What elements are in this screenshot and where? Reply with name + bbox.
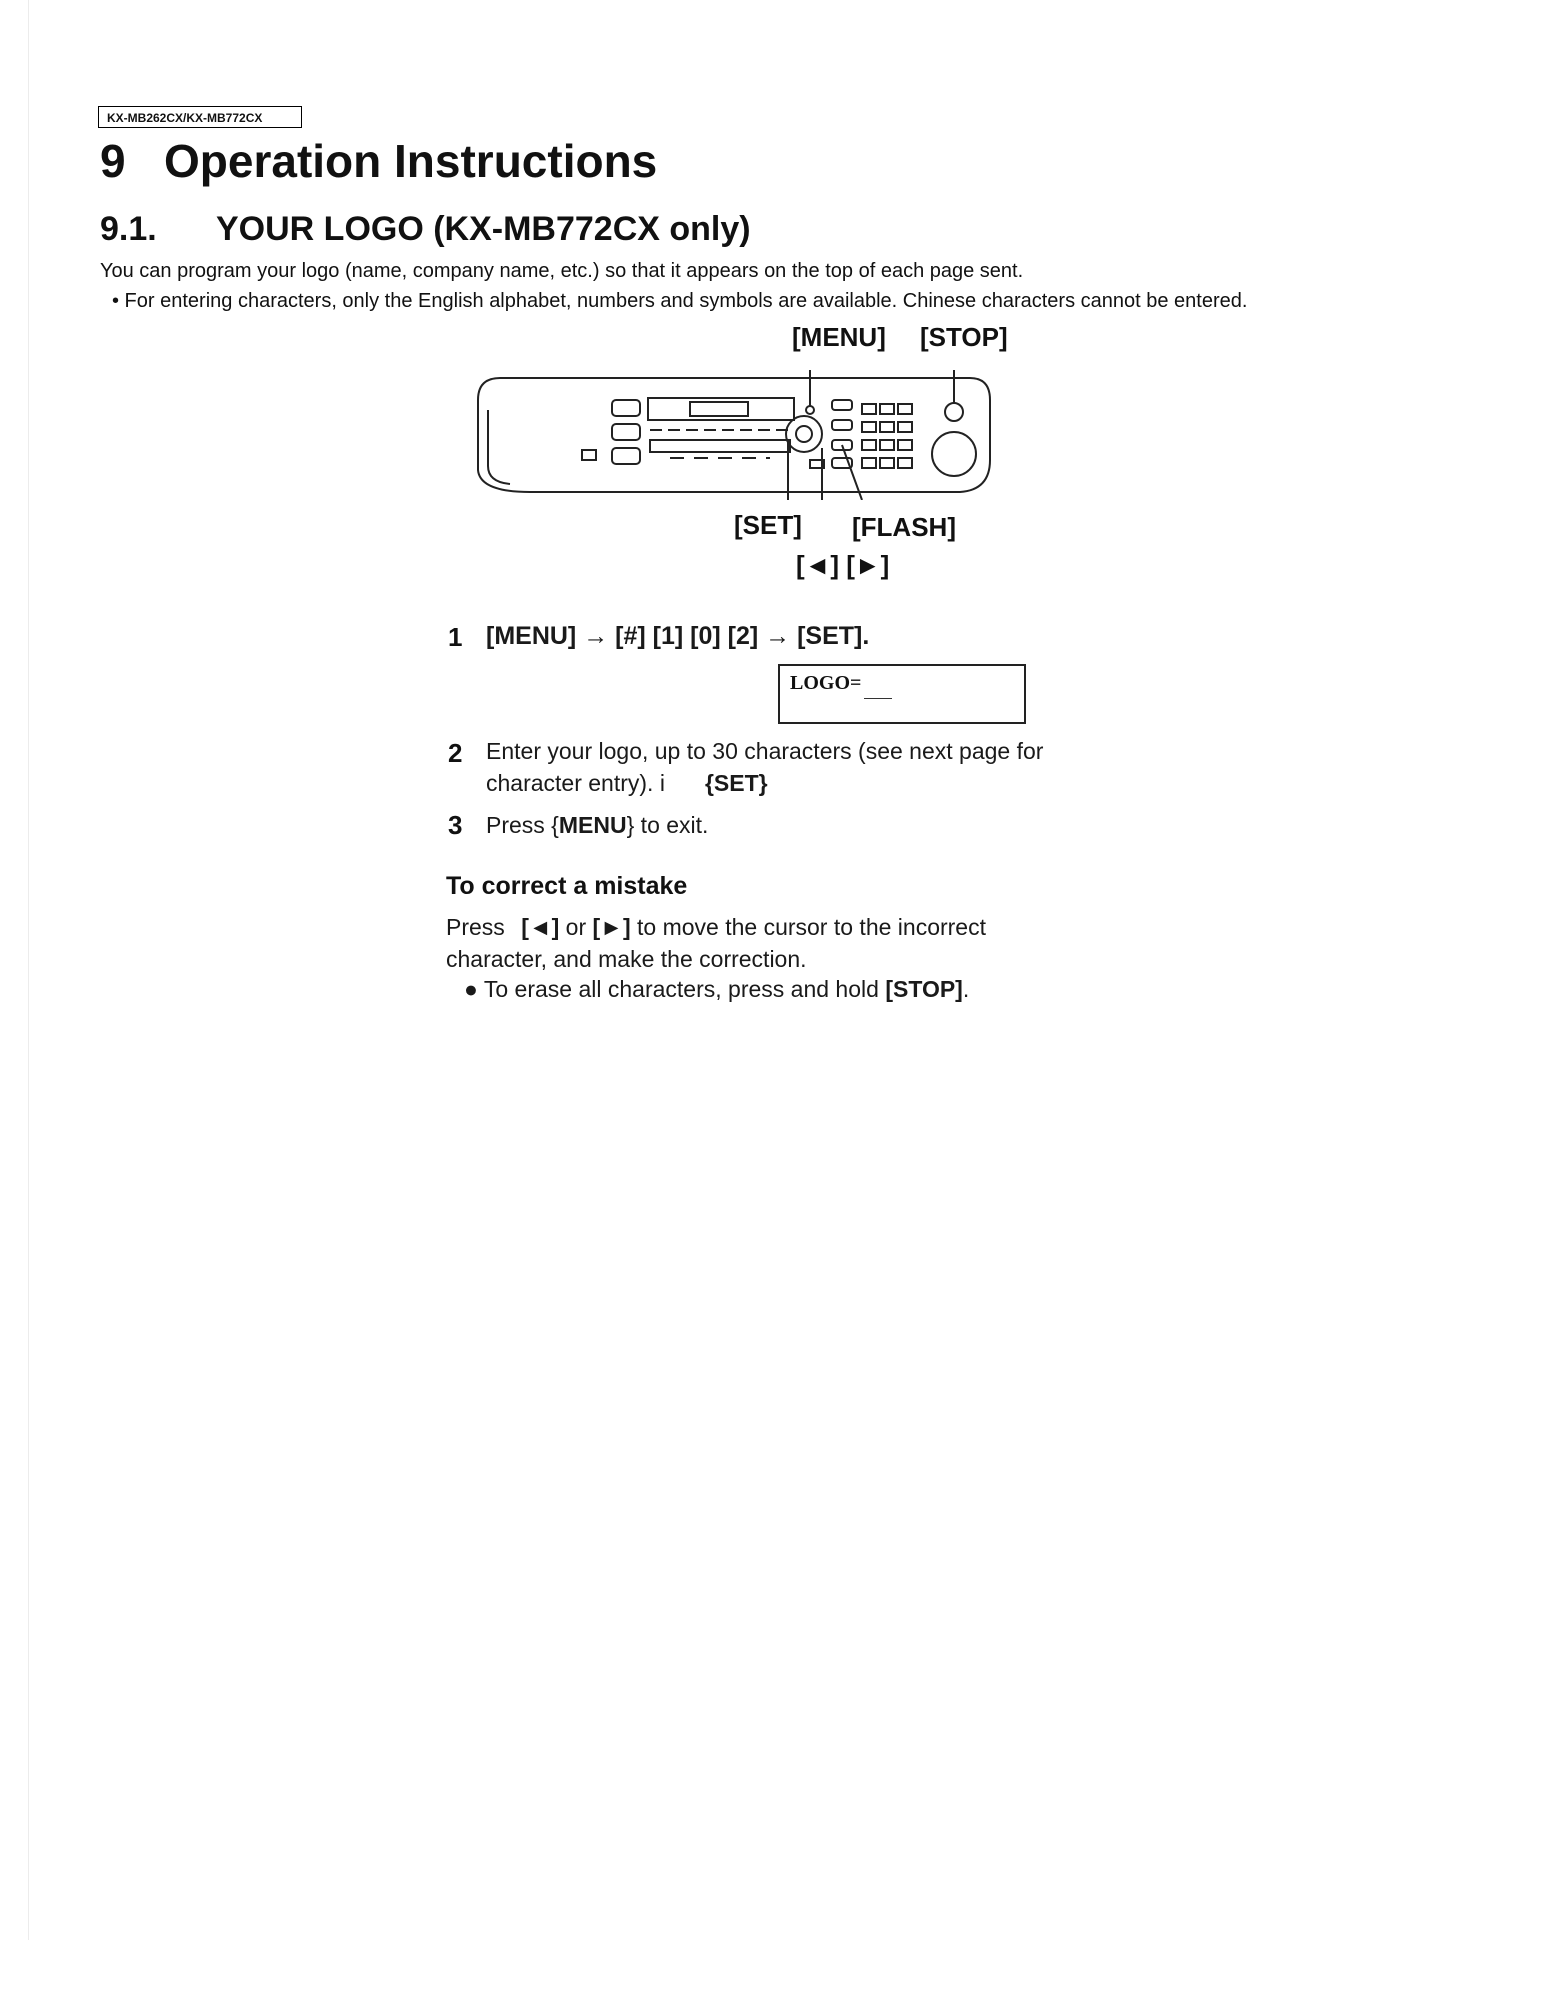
- step-3-text: [486, 812, 708, 839]
- chapter-heading: [100, 134, 657, 188]
- step-2-number: 2: [448, 738, 463, 768]
- stop-key-ref: [STOP]: [885, 976, 963, 1002]
- step-1-text: [MENU] → [#] [1] [0] [2] → [SET].: [486, 622, 870, 650]
- stop-key-label: [STOP]: [920, 322, 1008, 352]
- chapter-number: 9: [100, 135, 126, 187]
- right-arrow-key-ref: [►]: [592, 914, 631, 940]
- lcd-text: LOGO=: [790, 672, 862, 694]
- step-3-post: } to exit.: [626, 812, 709, 838]
- correct-line1: [446, 914, 986, 941]
- menu-key-label: [MENU]: [792, 322, 886, 352]
- menu-key-ref: MENU: [558, 812, 627, 838]
- step-3-pre: Press {: [486, 812, 559, 838]
- left-arrow-key-ref: [◄]: [521, 914, 560, 940]
- chapter-title: Operation Instructions: [164, 135, 658, 187]
- erase-all-bullet: [464, 976, 969, 1003]
- erase-all-text: ● To erase all characters, press and hold: [464, 976, 879, 1002]
- arrow-keys-label: [◄] [►]: [796, 550, 890, 580]
- lcd-cursor: [864, 698, 892, 699]
- page-margin-line: [28, 0, 29, 1940]
- set-key-label: [SET]: [734, 510, 802, 540]
- device-panel-illustration: [470, 370, 1000, 500]
- step-3-number: 3: [448, 810, 463, 840]
- character-note: • For entering characters, only the English alphabet, numbers and symbols are available. Chinese characters cannot be entered.: [112, 290, 1248, 312]
- erase-all-end: .: [962, 976, 970, 1002]
- correct-press: Press: [446, 914, 505, 940]
- step-2-line1: Enter your logo, up to 30 characters (see next page for: [486, 738, 1044, 764]
- intro-paragraph: You can program your logo (name, company name, etc.) so that it appears on the top of each page sent.: [100, 260, 1024, 282]
- step-1-number: 1: [448, 622, 463, 652]
- step-2-line2-text: character entry). i: [486, 770, 665, 796]
- set-key-ref: {SET}: [704, 770, 768, 796]
- lcd-display: [778, 664, 1026, 724]
- correct-or: or: [565, 914, 587, 940]
- section-title: YOUR LOGO (KX-MB772CX only): [216, 210, 751, 248]
- correct-line2: character, and make the correction.: [446, 946, 807, 972]
- section-heading: [100, 210, 751, 249]
- flash-key-label: [FLASH]: [852, 512, 956, 542]
- model-label: KX-MB262CX/KX-MB772CX: [98, 106, 302, 128]
- section-number: 9.1.: [100, 210, 157, 248]
- correct-move-text: to move the cursor to the incorrect: [637, 914, 986, 940]
- step-2-line2: [486, 770, 768, 797]
- correct-mistake-heading: To correct a mistake: [446, 872, 688, 900]
